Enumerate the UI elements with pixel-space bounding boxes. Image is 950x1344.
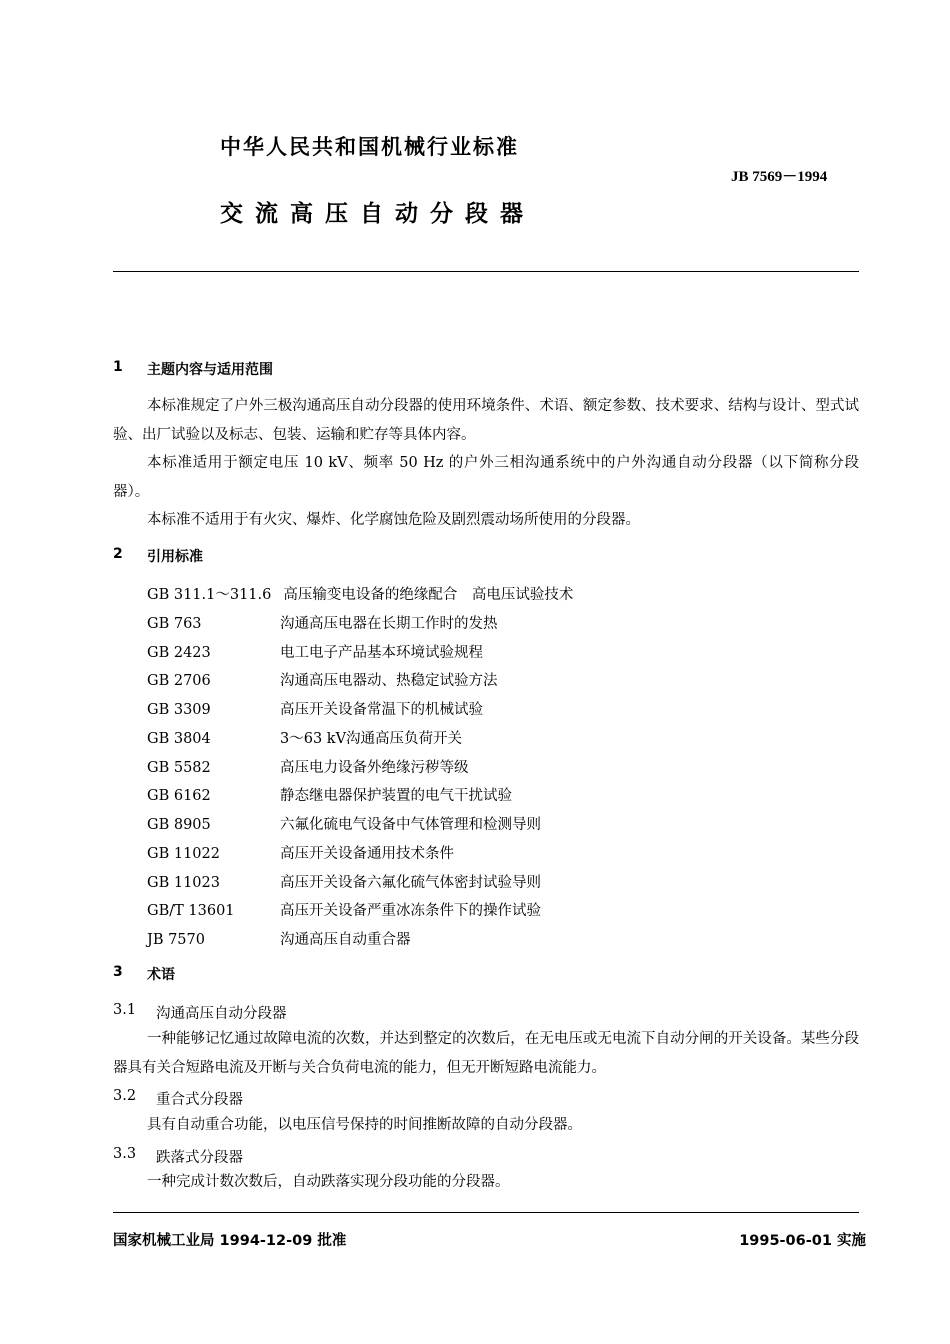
- reference-code: GB 2423: [147, 645, 211, 661]
- reference-row: [147, 813, 541, 834]
- term-name: 沟通高压自动分段器: [156, 1006, 287, 1022]
- section-number: 2: [113, 546, 123, 562]
- reference-row: [147, 899, 541, 920]
- header-divider: [113, 271, 859, 272]
- reference-code: GB 311.1～311.6: [147, 587, 272, 603]
- effective-date: 1995-06-01 实施: [739, 1233, 866, 1249]
- reference-title: 高压开关设备常温下的机械试验: [280, 702, 483, 718]
- section-title: 主题内容与适用范围: [147, 362, 273, 378]
- reference-row: [147, 641, 483, 662]
- reference-title: 高压输变电设备的绝缘配合 高电压试验技术: [283, 587, 574, 603]
- reference-title: 静态继电器保护装置的电气干扰试验: [280, 788, 512, 804]
- approval-line: 国家机械工业局 1994-12-09 批准: [113, 1233, 347, 1249]
- reference-code: GB 6162: [147, 788, 211, 804]
- reference-title: 高压开关设备严重冰冻条件下的操作试验: [280, 903, 541, 919]
- standard-category: 中华人民共和国机械行业标准: [220, 135, 519, 159]
- reference-code: GB 763: [147, 616, 202, 632]
- term-definition: 一种能够记忆通过故障电流的次数，并达到整定的次数后，在无电压或无电流下自动分闸的开关设备。某些分段器具有关合短路电流及开断与关合负荷电流的能力，但无开断短路电流能力。: [113, 1031, 859, 1076]
- reference-code: JB 7570: [147, 932, 205, 948]
- reference-row: [147, 842, 454, 863]
- reference-code: GB 8905: [147, 817, 211, 833]
- reference-row: [147, 871, 541, 892]
- reference-code: GB/T 13601: [147, 903, 235, 919]
- reference-title: 3～63 kV沟通高压负荷开关: [280, 731, 463, 747]
- term-number: 3.3: [113, 1146, 137, 1162]
- reference-code: GB 2706: [147, 673, 211, 689]
- reference-row: [147, 756, 469, 777]
- reference-title: 六氟化硫电气设备中气体管理和检测导则: [280, 817, 541, 833]
- reference-title: 沟通高压电器在长期工作时的发热: [280, 616, 498, 632]
- reference-title: 高压开关设备通用技术条件: [280, 846, 454, 862]
- reference-code: GB 11022: [147, 846, 220, 862]
- section-title: 引用标准: [147, 549, 203, 565]
- document-title: 交流高压自动分段器: [220, 201, 535, 227]
- section-number: 3: [113, 964, 123, 980]
- reference-code: GB 5582: [147, 760, 211, 776]
- section-title: 术语: [147, 967, 175, 983]
- term-number: 3.2: [113, 1088, 137, 1104]
- term-name: 重合式分段器: [156, 1092, 243, 1108]
- reference-title: 沟通高压自动重合器: [280, 932, 411, 948]
- term-number: 3.1: [113, 1002, 137, 1018]
- term-definition: 具有自动重合功能，以电压信号保持的时间推断故障的自动分段器。: [147, 1117, 582, 1133]
- paragraph: 本标准适用于额定电压 10 kV、频率 50 Hz 的户外三相沟通系统中的户外沟通自动分段器（以下简称分段器）。: [113, 455, 859, 500]
- reference-row: [147, 583, 573, 604]
- paragraph: 本标准规定了户外三极沟通高压自动分段器的使用环境条件、术语、额定参数、技术要求、结构与设计、型式试验、出厂试验以及标志、包装、运输和贮存等具体内容。: [113, 398, 859, 443]
- reference-title: 沟通高压电器动、热稳定试验方法: [280, 673, 498, 689]
- reference-title: 电工电子产品基本环境试验规程: [280, 645, 483, 661]
- reference-title: 高压开关设备六氟化硫气体密封试验导则: [280, 875, 541, 891]
- reference-row: [147, 612, 498, 633]
- term-name: 跌落式分段器: [156, 1150, 243, 1166]
- section-number: 1: [113, 359, 123, 375]
- term-definition: 一种完成计数次数后，自动跌落实现分段功能的分段器。: [147, 1174, 510, 1190]
- reference-row: [147, 784, 512, 805]
- reference-title: 高压电力设备外绝缘污秽等级: [280, 760, 469, 776]
- reference-code: GB 11023: [147, 875, 220, 891]
- reference-row: [147, 698, 483, 719]
- standard-number: JB 7569－1994: [731, 169, 828, 185]
- reference-row: [147, 669, 498, 690]
- footer-divider: [113, 1212, 859, 1213]
- reference-code: GB 3309: [147, 702, 211, 718]
- paragraph: 本标准不适用于有火灾、爆炸、化学腐蚀危险及剧烈震动场所使用的分段器。: [147, 512, 640, 528]
- reference-row: [147, 928, 411, 949]
- reference-row: [147, 727, 462, 748]
- reference-code: GB 3804: [147, 731, 211, 747]
